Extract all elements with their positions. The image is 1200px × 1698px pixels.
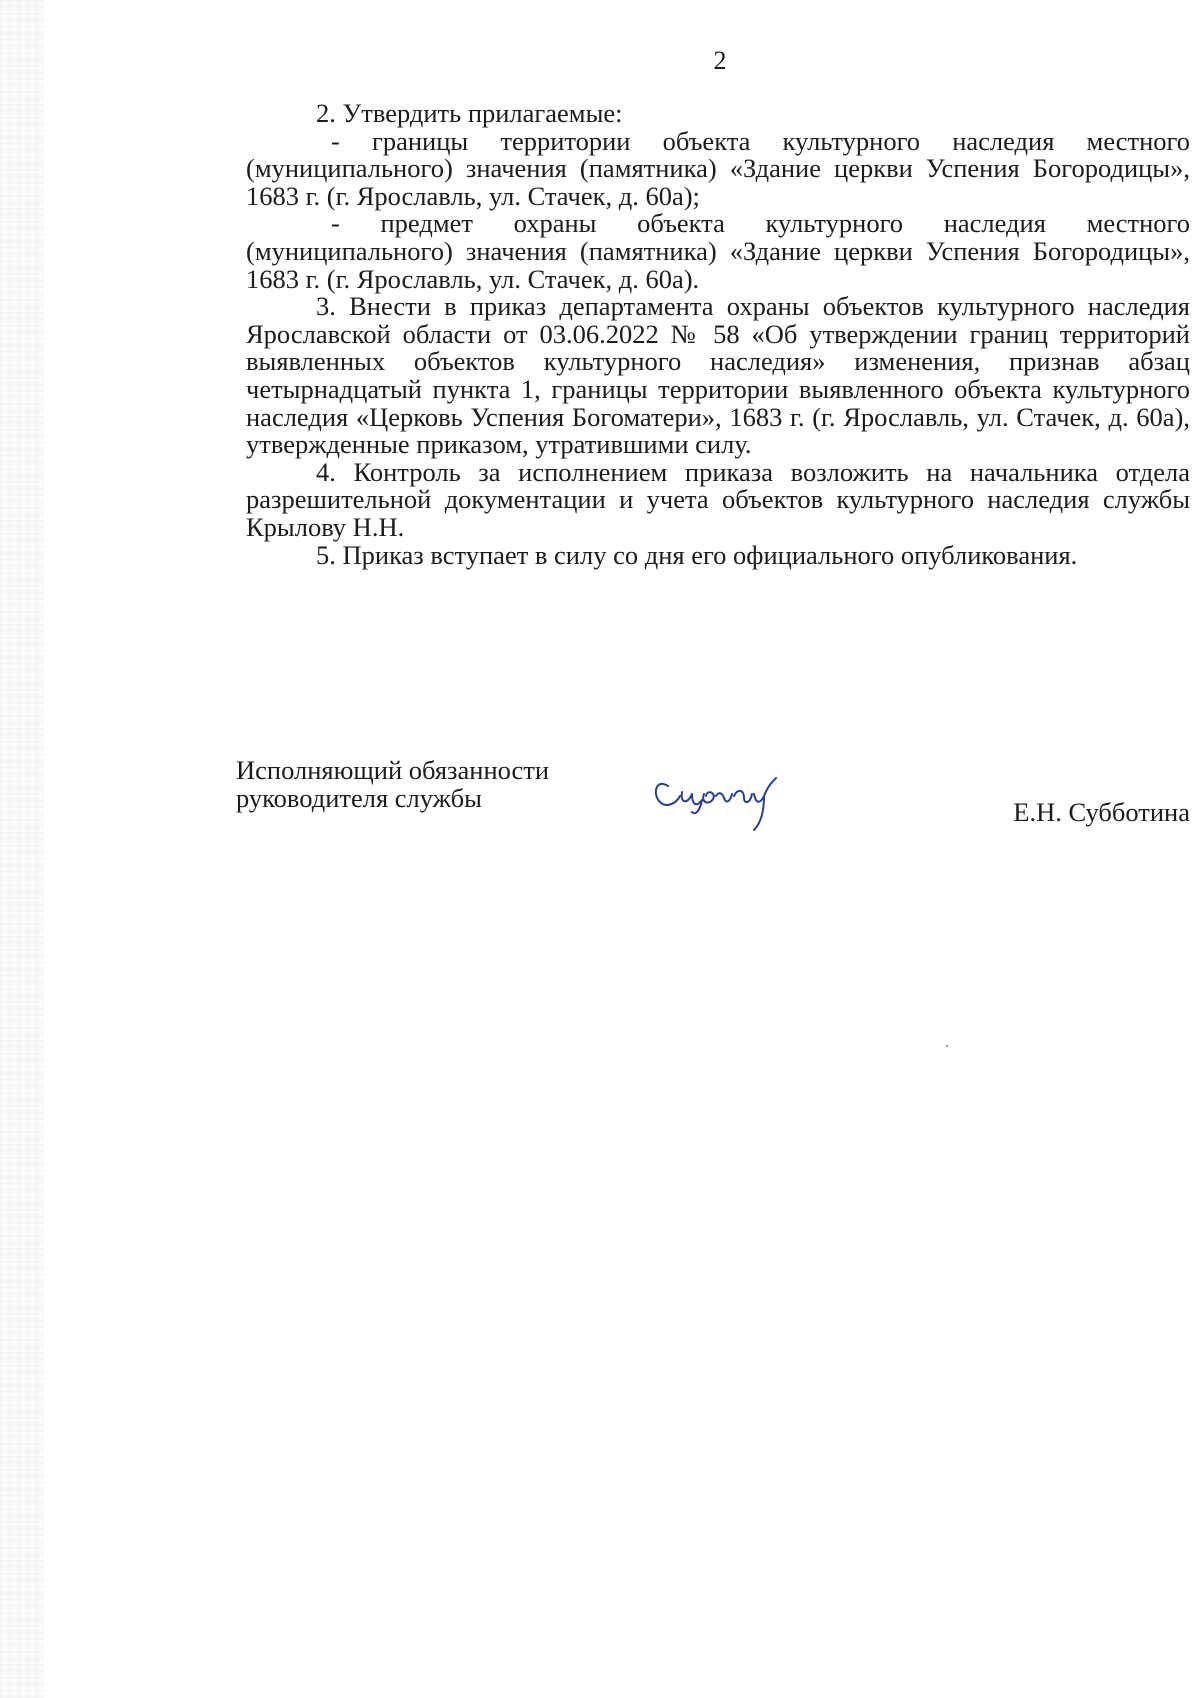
signature-block [236, 756, 1190, 836]
document-body [246, 100, 1190, 569]
signatory-position-line-2: руководителя службы [236, 783, 482, 813]
signatory-name: Е.Н. Субботина [1013, 797, 1190, 827]
paragraph-item-2: 2. Утвердить прилагаемые: [316, 98, 623, 128]
page-number: 2 [713, 46, 727, 75]
paragraph-territory-boundaries: - границы территории объекта культурного наследия местного (муниципального) значения (памятника) «Здание церкви Успения Богородицы», 1683 г. (г. Ярославль, ул. Стачек, д. 60а); [246, 125, 1190, 211]
scan-edge-noise [0, 0, 44, 1698]
scan-speck [946, 1045, 948, 1047]
paragraph-item-5: 5. Приказ вступает в силу со дня его официального опубликования. [316, 539, 1078, 570]
signatory-position-line-1: Исполняющий обязанности [236, 755, 550, 785]
paragraph-protection-subject: - предмет охраны объекта культурного наследия местного (муниципального) значения (памятника) «Здание церкви Успения Богородицы», 1683 г. (г. Ярославль, ул. Стачек, д. 60а). [246, 208, 1190, 294]
signatory-position [236, 756, 549, 812]
paragraph-item-3: 3. Внести в приказ департамента охраны объектов культурного наследия Ярославской области от 03.06.2022 № 58 «Об утверждении границ территорий выявленных объектов культурного наследия» изменения, признав абзац четырнадцатый пункта 1, границы территории выявленного объекта культурного наследия «Церковь Успения Богоматери», 1683 г. (г. Ярославль, ул. Стачек, д. 60а), утвержденные приказом, утратившими силу. [246, 291, 1190, 460]
paragraph-item-4: 4. Контроль за исполнением приказа возложить на начальника отдела разрешительной документации и учета объектов культурного наследия службы Крылову Н.Н. [246, 456, 1190, 542]
handwritten-signature [646, 764, 796, 834]
